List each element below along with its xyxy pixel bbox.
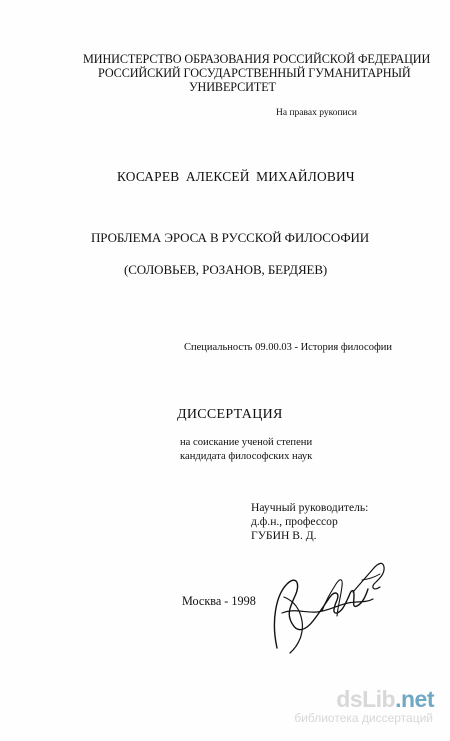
watermark [259,688,434,730]
ministry-heading: МИНИСТЕРСТВО ОБРАЗОВАНИЯ РОССИЙСКОЙ ФЕДЕРАЦИИ [83,52,431,66]
watermark-tagline: библиотека диссертаций [294,711,433,725]
watermark-logo-accent: .net [395,686,434,712]
advisor-rank: д.ф.н., профессор [251,515,338,528]
degree-line-2: кандидата философских наук [180,451,313,462]
degree-line-1: на соискание ученой степени [180,437,313,448]
watermark-logo-primary: dsLib [336,686,396,712]
place-year: Москва - 1998 [182,594,256,608]
advisor-name: ГУБИН В. Д. [251,529,317,542]
university-name-line-1: РОССИЙСКИЙ ГОСУДАРСТВЕННЫЙ ГУМАНИТАРНЫЙ [98,66,411,80]
handwritten-signature [262,553,392,658]
dissertation-title: ПРОБЛЕМА ЭРОСА В РУССКОЙ ФИЛОСОФИИ [91,230,370,245]
manuscript-note: На правах рукописи [276,108,357,118]
author-name: КОСАРЕВ АЛЕКСЕЙ МИХАЙЛОВИЧ [117,169,355,184]
dissertation-subtitle: (СОЛОВЬЕВ, РОЗАНОВ, БЕРДЯЕВ) [124,262,328,277]
document-type: ДИССЕРТАЦИЯ [177,407,283,422]
specialty: Специальность 09.00.03 - История философии [184,342,392,353]
watermark-logo [336,688,434,711]
university-name-line-2: УНИВЕРСИТЕТ [189,80,276,94]
advisor-label: Научный руководитель: [251,501,369,514]
